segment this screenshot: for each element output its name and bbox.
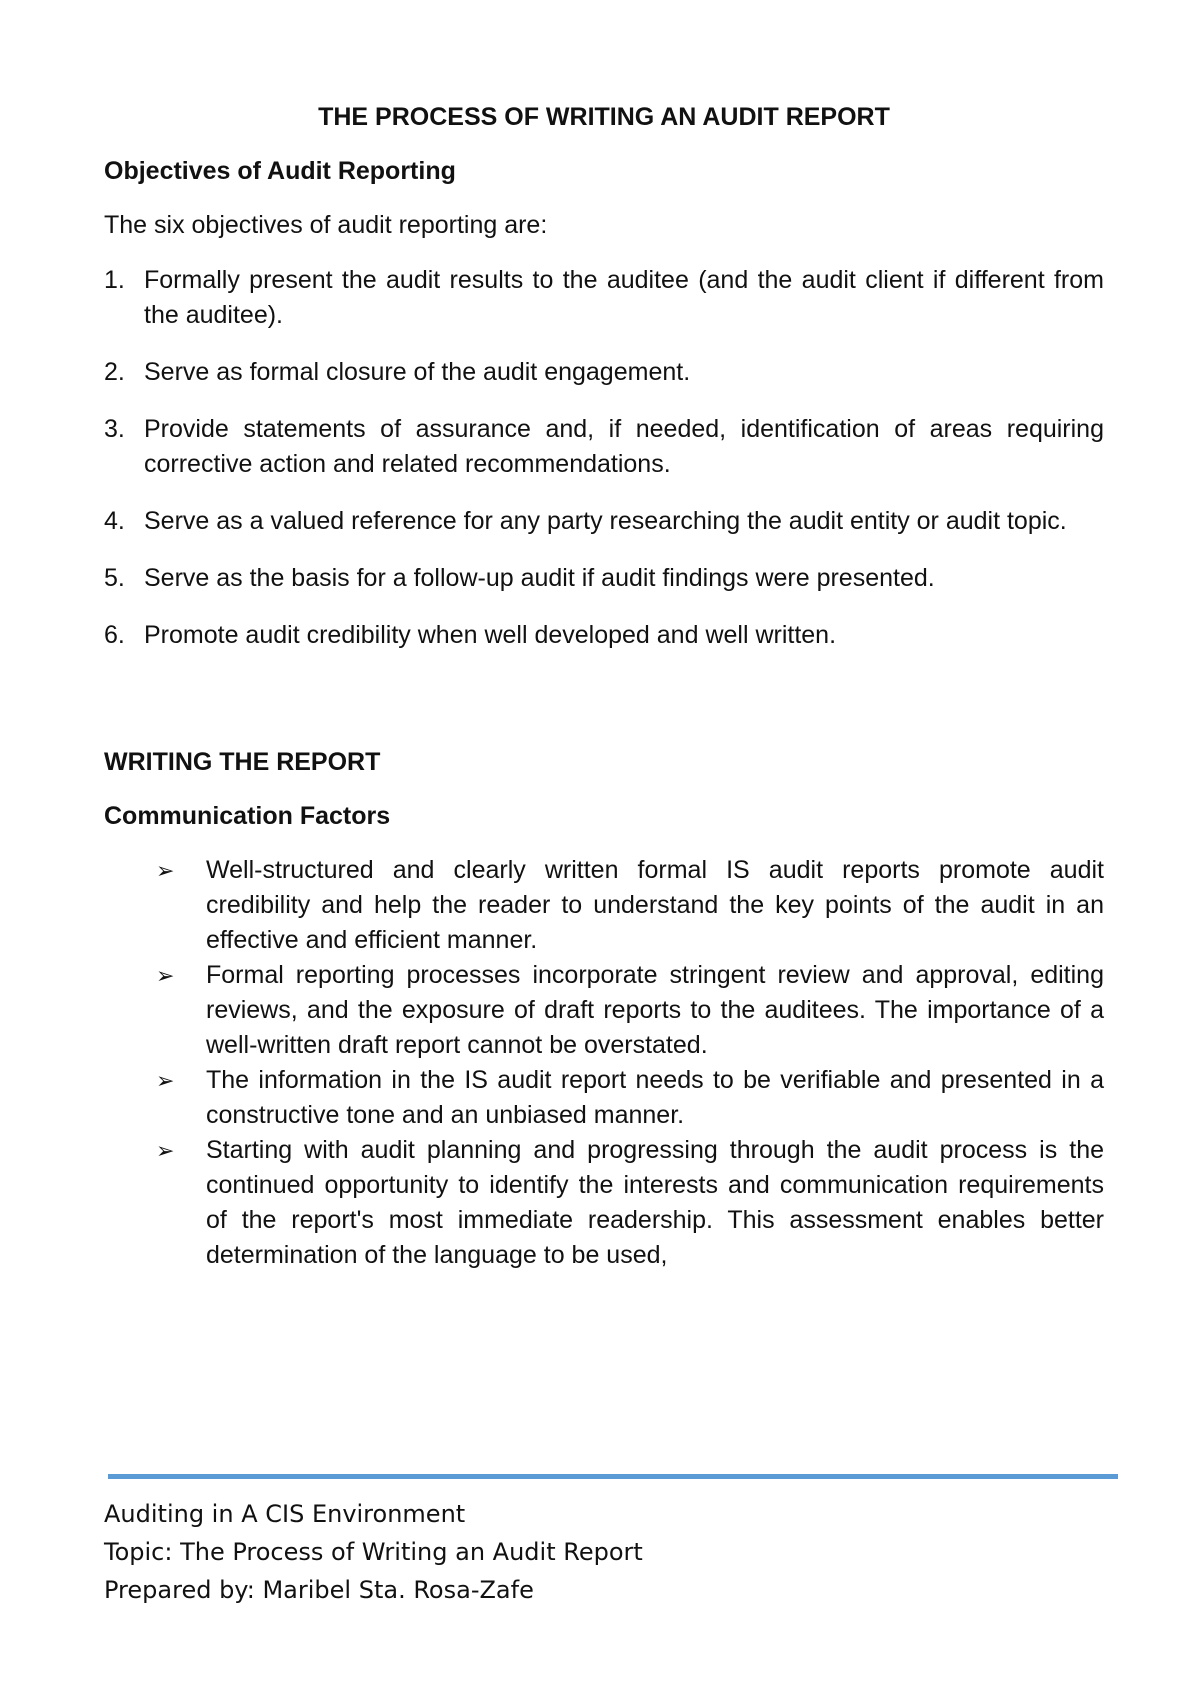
footer-prepared-by: Prepared by: Maribel Sta. Rosa-Zafe (104, 1576, 534, 1604)
objectives-intro: The six objectives of audit reporting are: (104, 211, 548, 239)
list-item-text: The information in the IS audit report needs to be verifiable and presented in a constructive tone and an unbiased manner. (206, 1066, 1104, 1129)
footer-topic: Topic: The Process of Writing an Audit Report (104, 1538, 643, 1566)
list-item-text: Promote audit credibility when well developed and well written. (144, 621, 837, 649)
footer-divider (108, 1474, 1118, 1479)
document-title: THE PROCESS OF WRITING AN AUDIT REPORT (318, 103, 890, 131)
list-item (104, 618, 1104, 653)
page-footer (104, 1495, 643, 1609)
objectives-list (104, 263, 1104, 653)
arrow-bullet-icon: ➢ (156, 1068, 175, 1093)
section-heading-objectives: Objectives of Audit Reporting (104, 157, 456, 185)
list-item-text: Serve as formal closure of the audit engagement. (144, 358, 691, 386)
list-item-text: Provide statements of assurance and, if needed, identification of areas requiring corrective action and related recommendations. (144, 415, 1104, 478)
list-item (104, 853, 1104, 958)
list-item (104, 355, 1104, 390)
list-item-number: 3. (104, 415, 125, 443)
list-item (104, 1063, 1104, 1133)
list-item (104, 1133, 1104, 1273)
list-item (104, 504, 1104, 539)
arrow-bullet-icon: ➢ (156, 1138, 175, 1163)
footer-course: Auditing in A CIS Environment (104, 1500, 466, 1528)
list-item-number: 5. (104, 564, 125, 592)
subheading-communication-factors: Communication Factors (104, 802, 391, 830)
section-spacer (104, 675, 1104, 745)
list-item-number: 1. (104, 266, 125, 294)
arrow-bullet-icon: ➢ (156, 858, 175, 883)
list-item-number: 2. (104, 358, 125, 386)
document-body (104, 100, 1104, 1273)
list-item (104, 263, 1104, 333)
list-item (104, 412, 1104, 482)
list-item-text: Formally present the audit results to the auditee (and the audit client if different from the auditee). (144, 266, 1104, 329)
list-item-text: Formal reporting processes incorporate stringent review and approval, editing reviews, and the exposure of draft reports to the auditees. The importance of a well-written draft report cannot be overstated. (206, 961, 1104, 1059)
list-item-text: Serve as a valued reference for any party researching the audit entity or audit topic. (144, 507, 1067, 535)
list-item (104, 958, 1104, 1063)
section-heading-writing-report: WRITING THE REPORT (104, 748, 381, 776)
list-item-number: 6. (104, 621, 125, 649)
list-item-text: Starting with audit planning and progressing through the audit process is the continued opportunity to identify the interests and communication requirements of the report's most immediate readership. This assessment enables better determination of the language to be used, (206, 1136, 1104, 1269)
list-item (104, 561, 1104, 596)
list-item-text: Serve as the basis for a follow-up audit if audit findings were presented. (144, 564, 935, 592)
arrow-bullet-icon: ➢ (156, 963, 175, 988)
list-item-number: 4. (104, 507, 125, 535)
communication-factors-list (104, 853, 1104, 1273)
list-item-text: Well-structured and clearly written formal IS audit reports promote audit credibility and help the reader to understand the key points of the audit in an effective and efficient manner. (206, 856, 1104, 954)
